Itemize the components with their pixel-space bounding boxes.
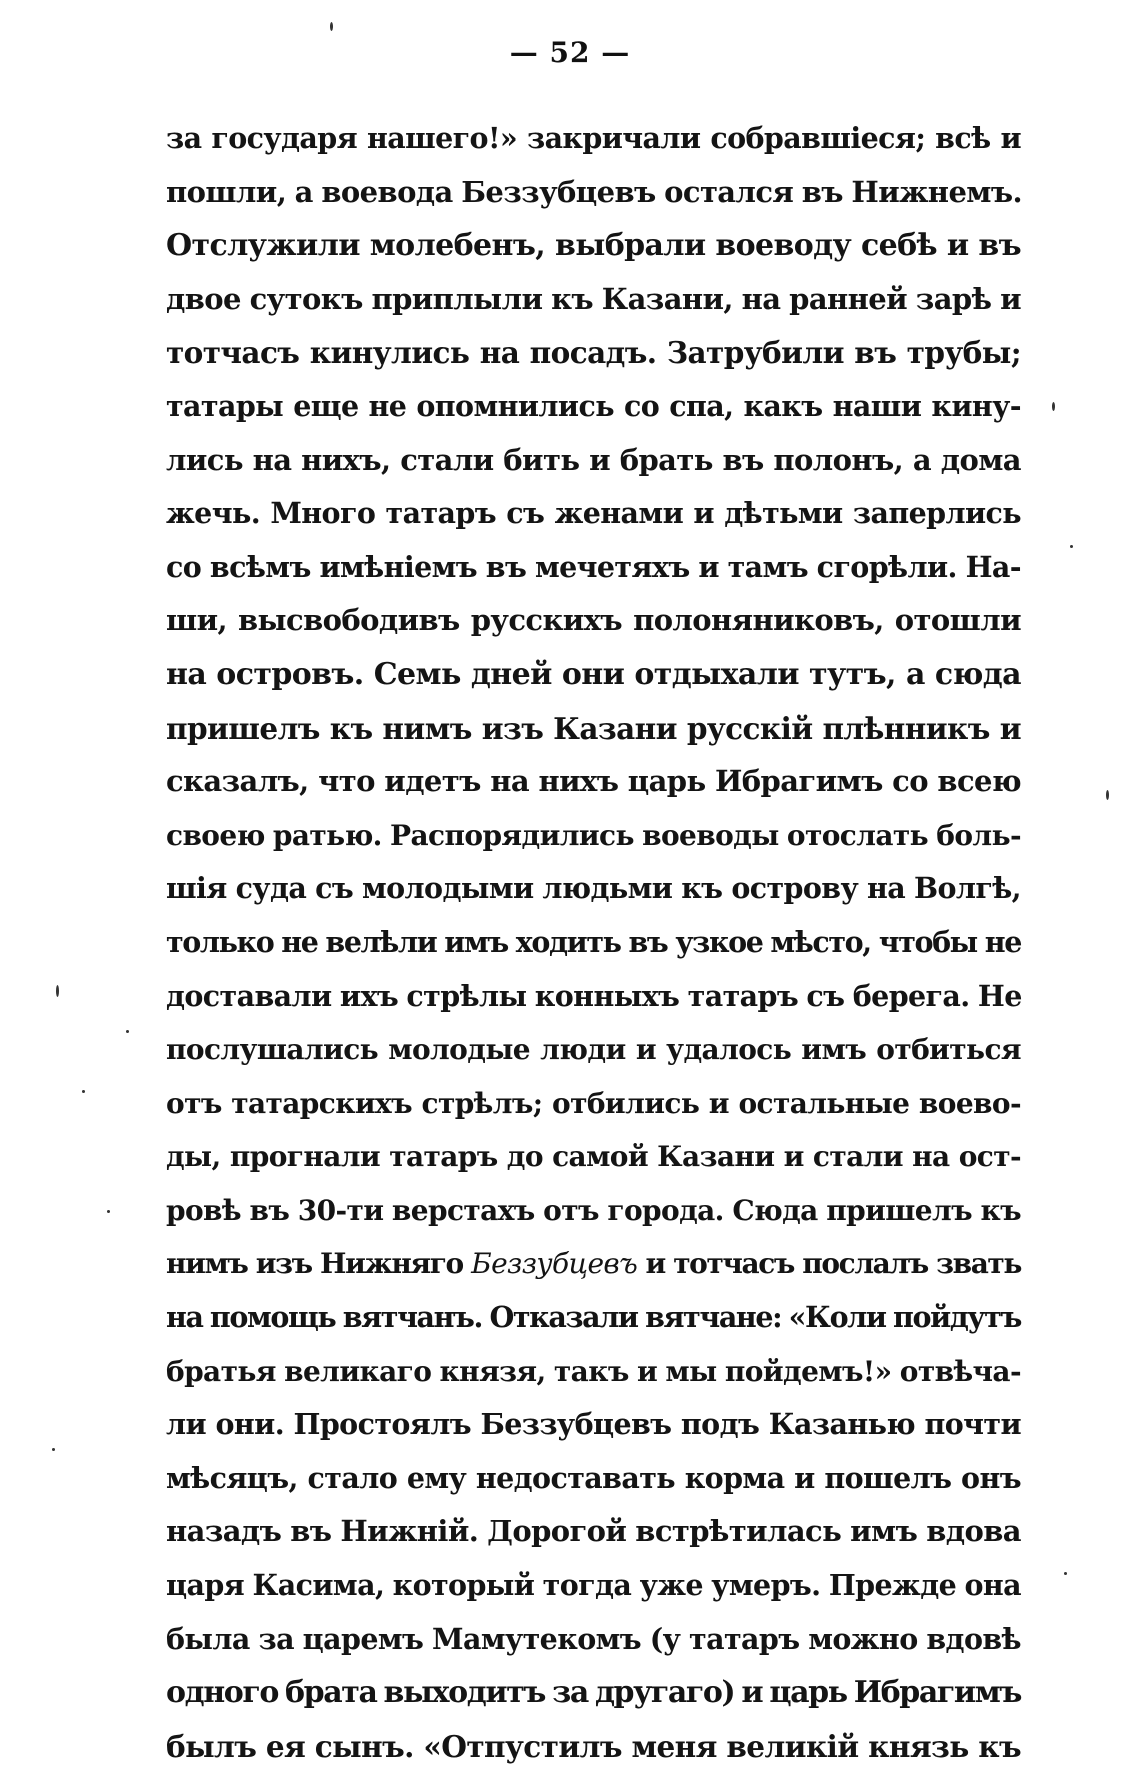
scan-speck xyxy=(52,1448,55,1451)
body-text xyxy=(166,112,1021,1773)
scan-speck xyxy=(1106,790,1109,800)
text-line-20: ды, прогнали татаръ до самой Казани и стали на ост- xyxy=(166,1140,1021,1174)
text-line-14: своею ратью. Распорядились воеводы отослать боль- xyxy=(166,818,1021,852)
text-line-8: жечь. Много татаръ съ женами и дѣтьми заперлись xyxy=(166,496,1021,531)
text-line-11: на островъ. Семь дней они отдыхали тутъ, а сюда xyxy=(166,656,1021,692)
scan-speck xyxy=(330,22,333,31)
text-line-5: тотчасъ кинулись на посадъ. Затрубили въ трубы; xyxy=(166,335,1021,371)
scan-speck xyxy=(1064,1572,1067,1575)
text-line-10: ши, высвободивъ русскихъ полоняниковъ, отошли xyxy=(166,603,1021,638)
text-line-22 xyxy=(166,1237,1021,1291)
text-line-24: братья великаго князя, такъ и мы пойдемъ!» отвѣча- xyxy=(166,1354,1021,1388)
scan-speck xyxy=(107,1210,110,1213)
text-line-29: была за царемъ Мамутекомъ (у татаръ можно вдовѣ xyxy=(166,1621,1021,1656)
text-line-23: на помощь вятчанъ. Отказали вятчане: «Коли пойдутъ xyxy=(166,1300,1021,1335)
text-line-6: татары еще не опомнились со спа, какъ наши кину- xyxy=(166,388,1021,423)
scan-speck xyxy=(1070,545,1073,548)
scan-speck xyxy=(82,1090,85,1093)
text-line-28: царя Касима, который тогда уже умеръ. Прежде она xyxy=(166,1568,1021,1603)
text-line-19: отъ татарскихъ стрѣлъ; отбились и остальные воево- xyxy=(166,1086,1021,1120)
text-line-3: Отслужили молебенъ, выбрали воеводу себѣ и въ xyxy=(166,228,1021,264)
text-line-21: ровѣ въ 30-ти верстахъ отъ города. Сюда пришелъ къ xyxy=(166,1193,1021,1227)
text-line-9: со всѣмъ имѣніемъ въ мечетяхъ и тамъ сгорѣли. На- xyxy=(166,549,1021,584)
text-line-18: послушались молодые люди и удалось имъ отбиться xyxy=(166,1033,1021,1067)
scan-speck xyxy=(1052,402,1055,411)
text-line-31: былъ ея сынъ. «Отпустилъ меня великій князь къ xyxy=(166,1728,1021,1764)
page-number: — 52 — xyxy=(509,36,631,69)
text-line-17: доставали ихъ стрѣлы конныхъ татаръ съ берега. Не xyxy=(166,978,1022,1013)
text-line-7: лись на нихъ, стали бить и брать въ полонъ, а дома xyxy=(166,442,1021,477)
text-line-2: пошли, а воевода Беззубцевъ остался въ Нижнемъ. xyxy=(166,174,1023,209)
text-line-4: двое сутокъ приплыли къ Казани, на ранней зарѣ и xyxy=(166,281,1021,316)
text-line-27: назадъ въ Нижній. Дорогой встрѣтилась имъ вдова xyxy=(166,1514,1021,1549)
text-line-15: шія суда съ молодыми людьми къ острову на Волгѣ, xyxy=(166,871,1021,906)
scan-speck xyxy=(126,1030,129,1033)
text-line-22-end: и тотчасъ послалъ звать xyxy=(645,1247,1021,1281)
text-line-26: мѣсяцъ, стало ему недоставать корма и пошелъ онъ xyxy=(166,1460,1021,1495)
text-line-25: ли они. Простоялъ Беззубцевъ подъ Казанью почти xyxy=(166,1407,1021,1442)
text-line-30: одного брата выходитъ за другаго) и царь Ибрагимъ xyxy=(166,1675,1021,1711)
scan-speck xyxy=(56,985,59,997)
text-line-13: сказалъ, что идетъ на нихъ царь Ибрагимъ со всею xyxy=(166,764,1021,799)
text-line-1: за государя нашего!» закричали собравшіеся; всѣ и xyxy=(166,121,1021,155)
italic-name: Беззубцевъ xyxy=(471,1247,638,1281)
text-line-22-start: нимъ изъ Нижняго xyxy=(166,1247,472,1281)
text-line-16: только не велѣли имъ ходить въ узкое мѣсто, чтобы не xyxy=(166,924,1021,959)
text-line-12: пришелъ къ нимъ изъ Казани русскій плѣнникъ и xyxy=(166,710,1021,746)
